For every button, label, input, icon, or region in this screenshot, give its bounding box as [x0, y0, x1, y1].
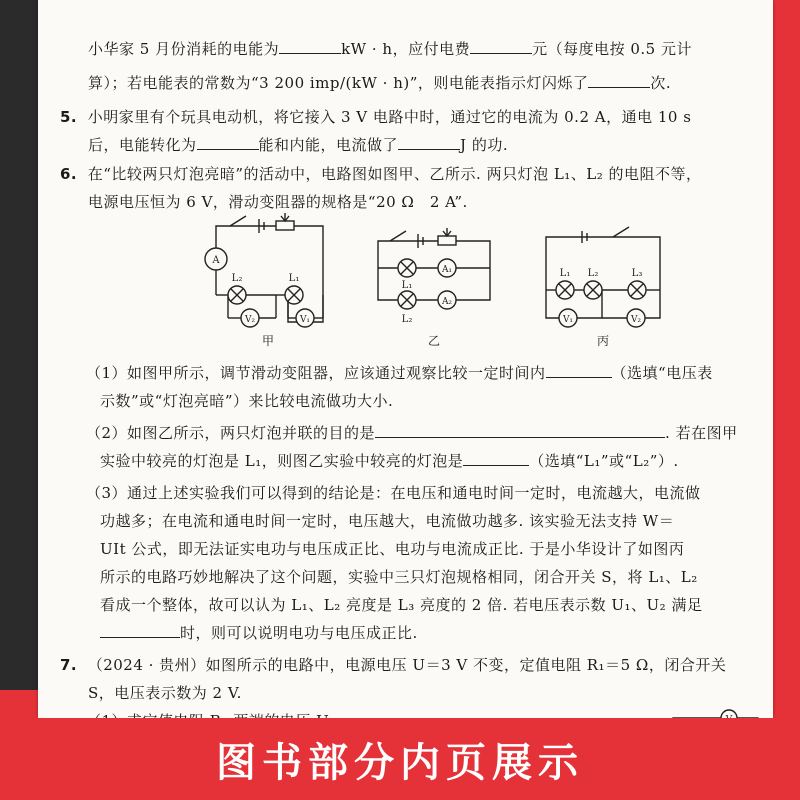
- q5-text-2a: 后，电能转化为: [88, 136, 197, 154]
- q4-text-2b: 次.: [650, 74, 672, 92]
- q7-text-2: S，电压表示数为 2 V.: [88, 684, 242, 702]
- q7-number: 7.: [60, 656, 78, 674]
- q4-text-1c: 元（每度电按 0.5 元计: [532, 40, 692, 58]
- q7-text-1: （2024 · 贵州）如图所示的电路中，电源电压 U＝3 V 不变，定值电阻 R₁＝5 Ω，闭合开关: [87, 656, 727, 674]
- q6-p3-text-b: 功越多；在电流和通电时间一定时，电压越大，电流做功越多. 该实验无法支持 W＝: [100, 512, 675, 530]
- q6-p3-line-5: [100, 594, 702, 615]
- book-page: [38, 0, 773, 718]
- q6-p1-text-b: （选填“电压表: [611, 364, 713, 382]
- q6-p3-text-e: 看成一个整体，故可以认为 L₁、L₂ 亮度是 L₃ 亮度的 2 倍. 若电压表示数 U₁、U₂ 满足: [100, 596, 703, 614]
- label-l2-bing: L₂: [587, 268, 599, 279]
- label-v2-bing: V₂: [630, 315, 642, 325]
- circuit-jia: [216, 213, 323, 322]
- label-l1-yi: L₁: [401, 280, 413, 291]
- q5-text-2c: J 的功.: [460, 136, 509, 154]
- promo-banner: [0, 718, 800, 800]
- figure-caption-bing: 丙: [596, 334, 610, 348]
- q5-text-2b: 能和内能，电流做了: [258, 136, 399, 154]
- answer-blank: [546, 363, 612, 378]
- label-l1-bing: L₁: [559, 268, 571, 279]
- answer-blank: [463, 451, 529, 466]
- q4-text-1b: kW · h，应付电费: [341, 40, 471, 58]
- label-a2: A₂: [441, 297, 453, 307]
- q6-p3-line-4: [100, 566, 698, 587]
- q6-p2-text-b: . 若在图甲: [665, 424, 738, 442]
- q6-p1-text-c: 示数”或“灯泡亮暗”）来比较电流做功大小.: [100, 392, 394, 410]
- label-v2: V₂: [244, 315, 256, 325]
- q6-p3-line-6: [100, 622, 418, 643]
- q6-p2-line-2: [100, 450, 679, 471]
- q6-p2-line-1: [86, 422, 738, 443]
- q6-p1-line-1: [86, 362, 713, 383]
- q5-number: 5.: [60, 108, 78, 126]
- label-v1-bing: V₁: [562, 315, 574, 325]
- q6-text-1: 在“比较两只灯泡亮暗”的活动中，电路图如图甲、乙所示. 两只灯泡 L₁、L₂ 的电阻不等，: [87, 165, 702, 183]
- q5-text-1: 小明家里有个玩具电动机，将它接入 3 V 电路中时，通过它的电流为 0.2 A，通电 10 s: [87, 108, 692, 126]
- label-l1: L₁: [288, 273, 300, 284]
- q7-line-1: [60, 654, 726, 675]
- q6-p2-text-c: 实验中较亮的灯泡是 L₁，则图乙实验中较亮的灯泡是: [100, 452, 464, 470]
- q4-text-2a: 算）；若电能表的常数为“3 200 imp/(kW · h)”，则电能表指示灯闪烁了: [88, 74, 589, 92]
- q6-p3-text-f: 时，则可以说明电功与电压成正比.: [180, 624, 418, 642]
- q6-p3-text-a: （3）通过上述实验我们可以得到的结论是：在电压和通电时间一定时，电流越大，电流做: [86, 484, 701, 502]
- label-l2: L₂: [231, 273, 243, 284]
- q6-p3-line-2: [100, 510, 674, 531]
- label-l3-bing: L₃: [631, 268, 643, 279]
- figure-caption-yi: 乙: [427, 334, 441, 348]
- label-v1: V₁: [299, 315, 311, 325]
- label-a1: A₁: [441, 265, 453, 275]
- q6-p1-line-2: [100, 390, 393, 411]
- answer-blank: [100, 623, 180, 638]
- q6-p3-line-3: [100, 538, 684, 559]
- answer-blank: [375, 423, 665, 438]
- label-l2-yi: L₂: [401, 314, 413, 325]
- q4-text-1a: 小华家 5 月份消耗的电能为: [88, 40, 280, 58]
- q6-p2-text-d: （选填“L₁”或“L₂”）.: [529, 452, 679, 470]
- q6-number: 6.: [60, 165, 78, 183]
- q6-text-2: 电源电压恒为 6 V，滑动变阻器的规格是“20 Ω 2 A”.: [88, 193, 468, 211]
- q6-p2-text-a: （2）如图乙所示，两只灯泡并联的目的是: [86, 424, 376, 442]
- circuit-yi: [378, 228, 490, 300]
- q6-p3-text-c: UIt 公式，即无法证实电功与电压成正比、电功与电流成正比. 于是小华设计了如图丙: [100, 540, 685, 558]
- q7-line-2: [88, 682, 242, 703]
- q6-p1-text-a: （1）如图甲所示，调节滑动变阻器，应该通过观察比较一定时间内: [86, 364, 546, 382]
- q6-p3-text-d: 所示的电路巧妙地解决了这个问题，实验中三只灯泡规格相同，闭合开关 S，将 L₁、L₂: [100, 568, 698, 586]
- label-a: A: [212, 255, 220, 266]
- figure-caption-jia: 甲: [261, 334, 275, 348]
- banner-title: 图书部分内页展示: [216, 739, 584, 786]
- q6-p3-line-1: [86, 482, 701, 503]
- circuit-figures: [38, 0, 773, 360]
